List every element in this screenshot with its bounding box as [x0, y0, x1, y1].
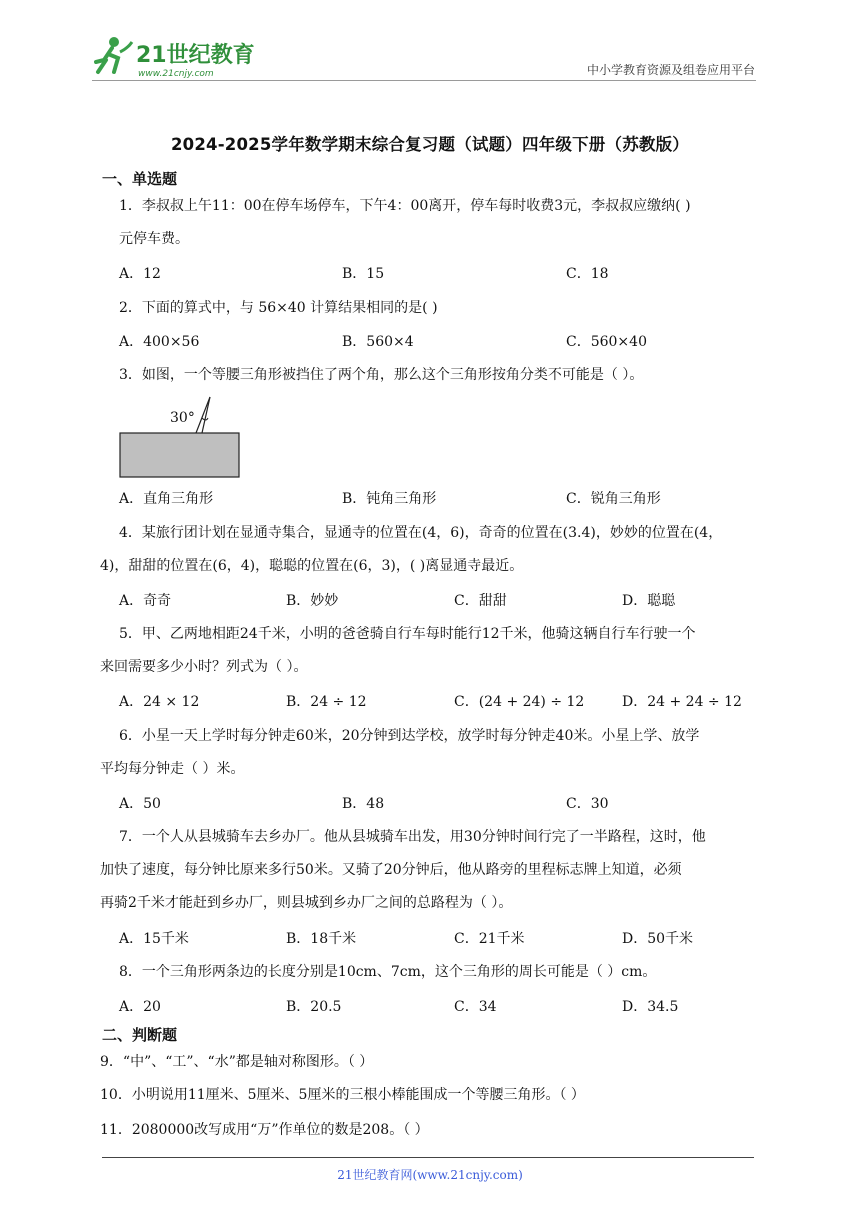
logo-runner-head	[109, 37, 119, 47]
q3-option-c: C．锐角三角形	[566, 491, 661, 507]
header-platform-text: 中小学教育资源及组卷应用平台	[586, 63, 755, 77]
q2-option-b: B．560×4	[342, 334, 414, 350]
q1-option-a: A．12	[119, 266, 161, 282]
q5-option-c: C．(24 + 24) ÷ 12	[454, 694, 585, 710]
q5-option-b: B．24 ÷ 12	[286, 694, 367, 710]
q8-option-d: D．34.5	[622, 999, 679, 1015]
logo-graphic	[92, 32, 262, 80]
triangle-figure	[118, 392, 244, 480]
q7-option-d: D．50千米	[622, 931, 694, 947]
q8-option-c: C．34	[454, 999, 497, 1015]
q4-option-a: A．奇奇	[119, 593, 172, 609]
question-3-line-1: 3．如图，一个等腰三角形被挡住了两个角，那么这个三角形按角分类不可能是（ ）。	[119, 367, 644, 383]
footer-link[interactable]: 21世纪教育网(www.21cnjy.com)	[337, 1168, 523, 1182]
q4-option-d: D．聪聪	[622, 593, 676, 609]
question-4-line-2: 4)，甜甜的位置在(6，4)，聪聪的位置在(6，3)，( )离显通寺最近。	[100, 558, 524, 574]
q1-option-b: B．15	[342, 266, 385, 282]
q7-option-b: B．18千米	[286, 931, 357, 947]
q1-option-c: C．18	[566, 266, 609, 282]
question-6-line-1: 6．小星一天上学时每分钟走60米，20分钟到达学校，放学时每分钟走40米。小星上学、放学	[119, 728, 700, 744]
question-4-line-1: 4．某旅行团计划在显通寺集合，显通寺的位置在(4，6)，奇奇的位置在(3.4)，妙妙的位置在(4，	[119, 525, 723, 541]
question-5-line-1: 5．甲、乙两地相距24千米，小明的爸爸骑自行车每时能行12千米，他骑这辆自行车行驶一个	[119, 626, 696, 642]
q2-option-a: A．400×56	[119, 334, 200, 350]
section-single-choice: 一、单选题	[102, 170, 178, 188]
question-7-line-1: 7．一个人从县城骑车去乡办厂。他从县城骑车出发，用30分钟时间行完了一半路程，这时，他	[119, 829, 706, 845]
section-true-false: 二、判断题	[102, 1026, 178, 1044]
q2-option-c: C．560×40	[566, 334, 647, 350]
q6-option-c: C．30	[566, 796, 609, 812]
header-divider	[92, 80, 756, 81]
site-logo	[92, 32, 262, 80]
q6-option-a: A．50	[119, 796, 161, 812]
question-8-line-1: 8．一个三角形两条边的长度分别是10cm、7cm，这个三角形的周长可能是（ ）cm。	[119, 964, 657, 980]
q6-option-b: B．48	[342, 796, 385, 812]
q8-option-a: A．20	[119, 999, 161, 1015]
q3-option-b: B．钝角三角形	[342, 491, 437, 507]
question-1-line-1: 1．李叔叔上午11：00在停车场停车，下午4：00离开，停车每时收费3元，李叔叔应缴纳( )	[119, 198, 691, 214]
logo-url: www.21cnjy.com	[138, 69, 214, 79]
angle-label: 30°	[170, 410, 195, 426]
q4-option-b: B．妙妙	[286, 593, 339, 609]
question-7-line-2: 加快了速度，每分钟比原来多行50米。又骑了20分钟后，他从路旁的里程标志牌上知道，必须	[100, 862, 682, 878]
question-6-line-2: 平均每分钟走（ ）米。	[100, 761, 245, 777]
q5-option-a: A．24 × 12	[119, 694, 200, 710]
question-10-line-1: 10．小明说用11厘米、5厘米、5厘米的三根小棒能围成一个等腰三角形。（ ）	[100, 1087, 585, 1103]
q4-option-c: C．甜甜	[454, 593, 507, 609]
q3-option-a: A．直角三角形	[119, 491, 214, 507]
question-11-line-1: 11．2080000改写成用“万”作单位的数是208。（ ）	[100, 1122, 429, 1138]
footer-divider	[102, 1157, 754, 1158]
logo-text: 21世纪教育	[136, 43, 255, 68]
covering-rectangle	[120, 433, 239, 477]
question-2-line-1: 2．下面的算式中，与 56×40 计算结果相同的是( )	[119, 300, 438, 316]
question-9-line-1: 9．“中”、“工”、“水”都是轴对称图形。（ ）	[100, 1054, 374, 1070]
question-7-line-3: 再骑2千米才能赶到乡办厂，则县城到乡办厂之间的总路程为（ ）。	[100, 895, 513, 911]
question-5-line-2: 来回需要多少小时？列式为（ ）。	[100, 659, 308, 675]
page-title: 2024-2025学年数学期末综合复习题（试题）四年级下册（苏教版）	[171, 135, 689, 154]
q7-option-a: A．15千米	[119, 931, 189, 947]
q7-option-c: C．21千米	[454, 931, 525, 947]
q8-option-b: B．20.5	[286, 999, 342, 1015]
question-1-line-2: 元停车费。	[119, 231, 189, 247]
q5-option-d: D．24 + 24 ÷ 12	[622, 694, 742, 710]
